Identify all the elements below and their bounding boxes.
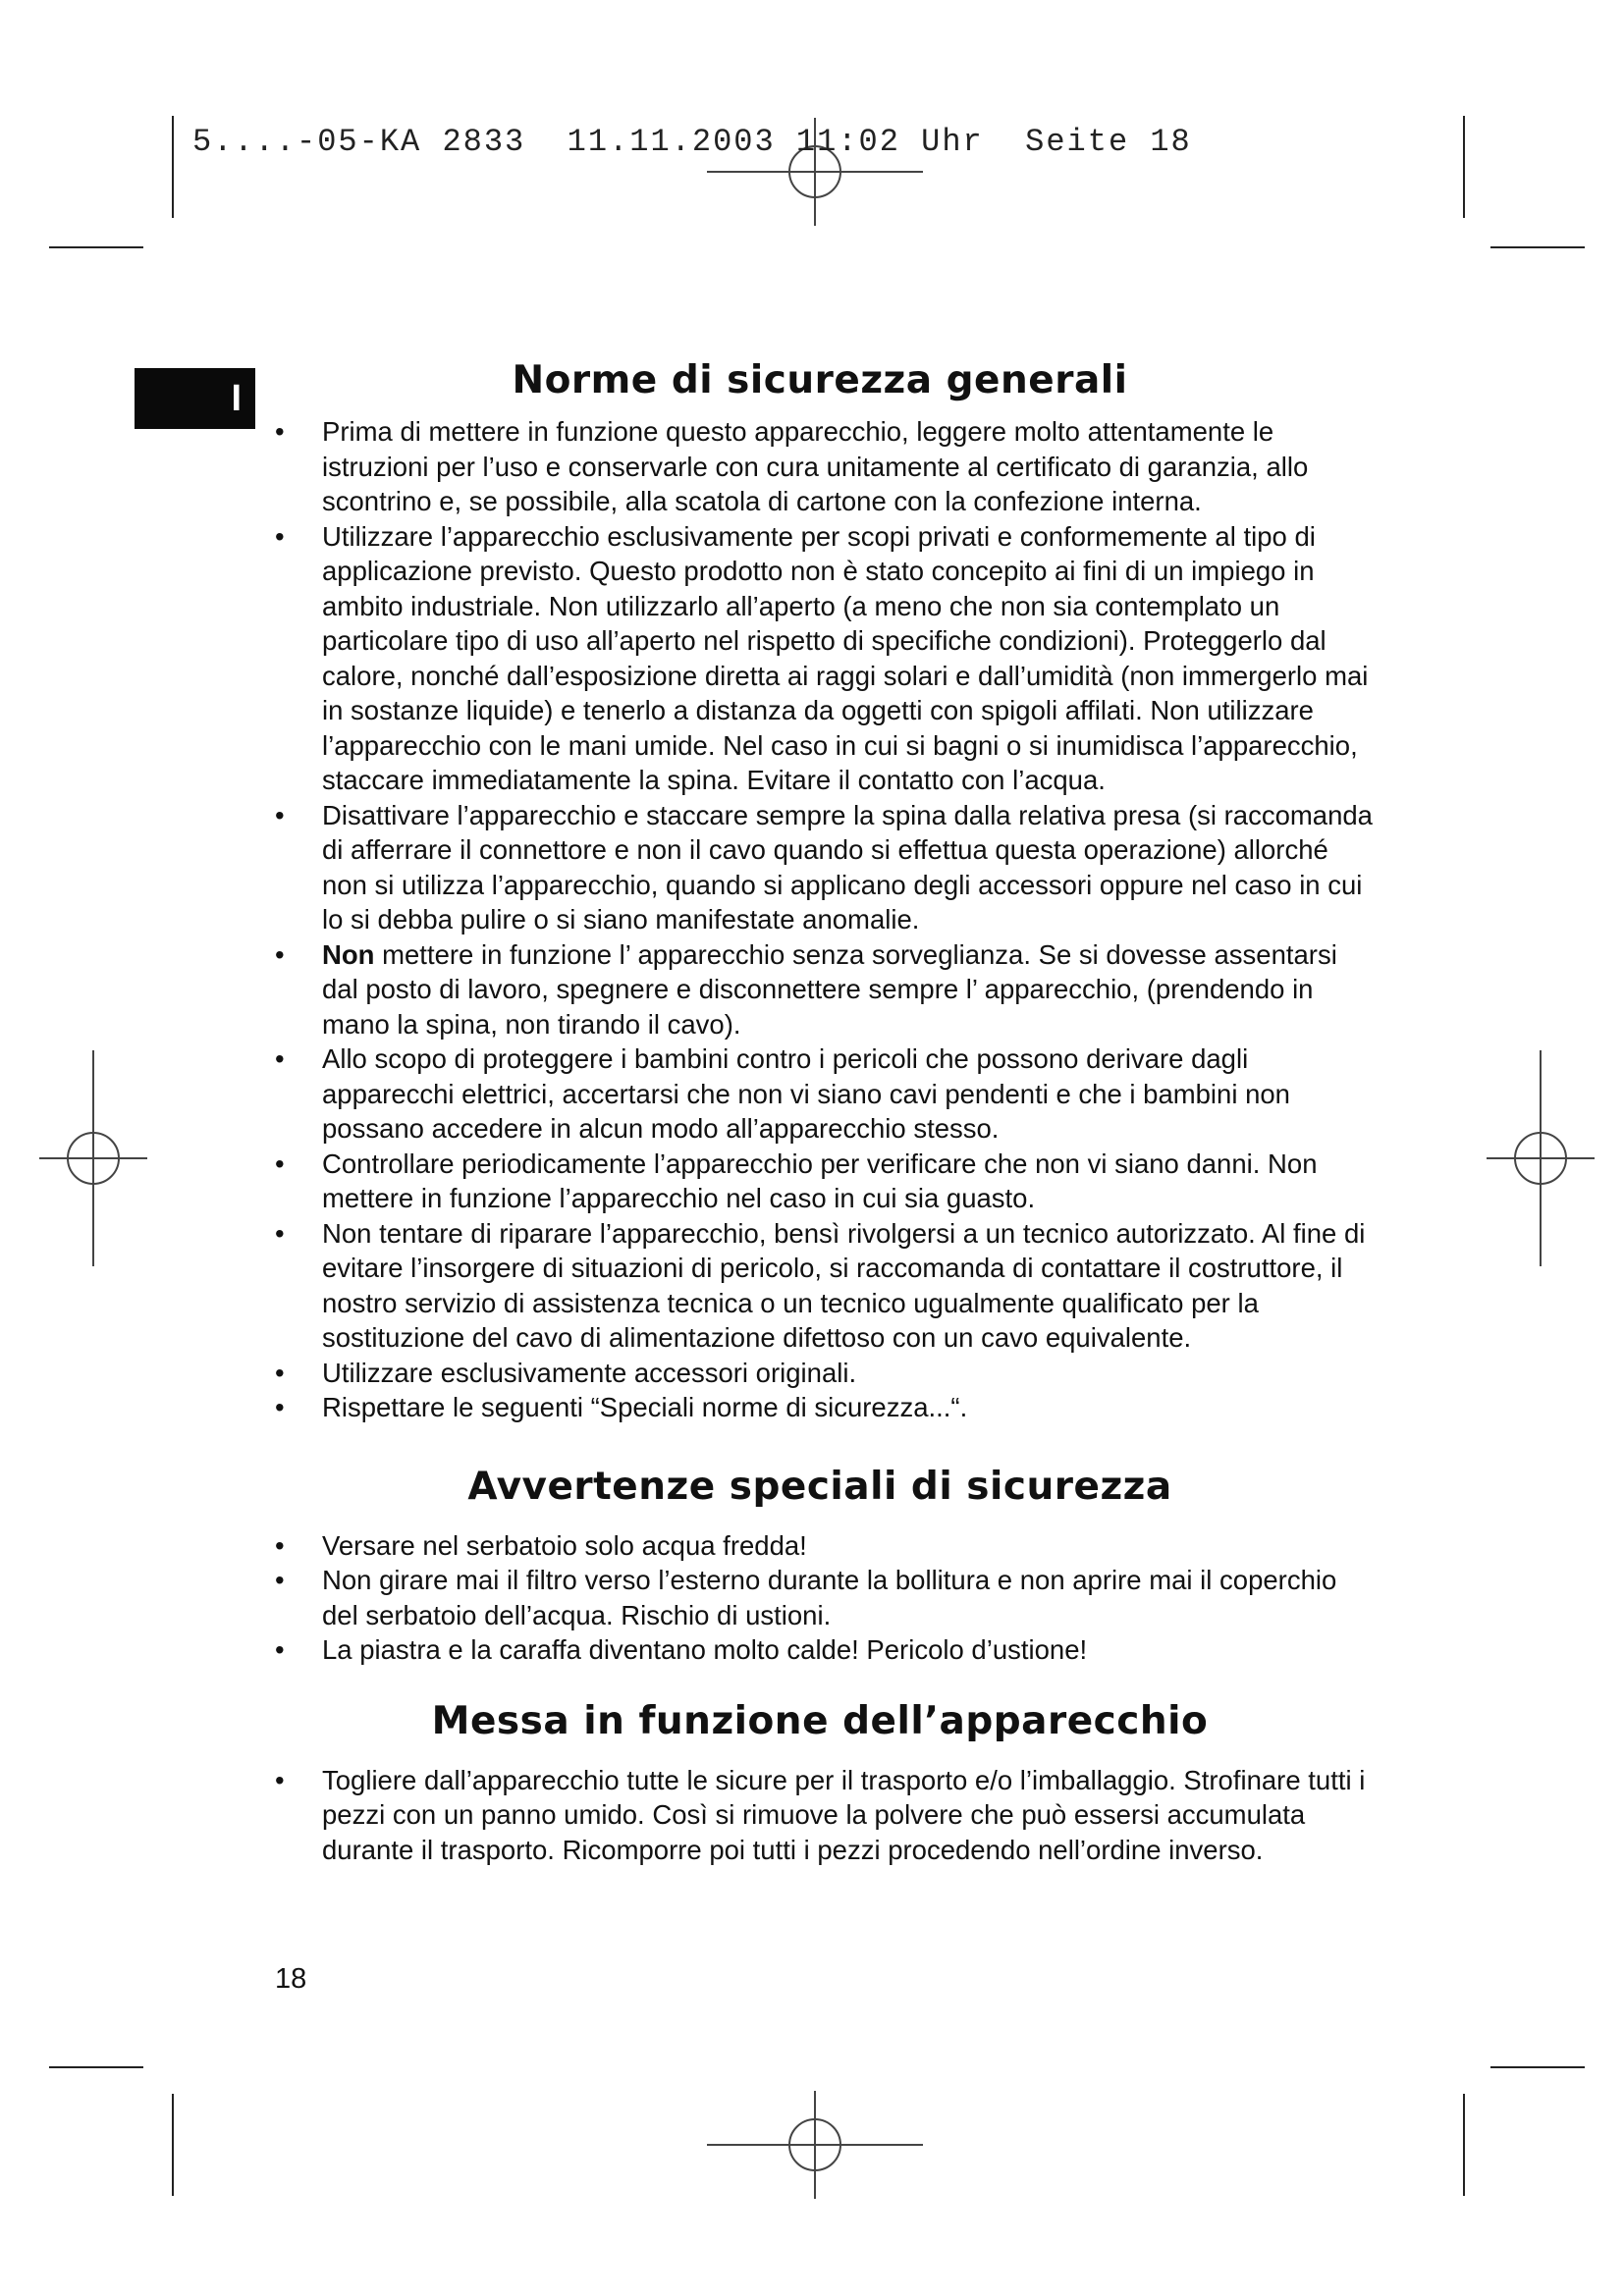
- language-tab: I: [135, 368, 255, 429]
- setup-list: [265, 1763, 1375, 1868]
- list-item: • Versare nel serbatoio solo acqua fredda!: [275, 1529, 807, 1561]
- general-safety-list: [265, 414, 1375, 1425]
- list-item: • Allo scopo di proteggere i bambini contro i pericoli che possono derivare dagli apparecchi elettrici, accertarsi che non vi siano cavi pendenti e che i bambini non possano accedere in alcun modo all’apparecchio stesso.: [275, 1043, 1290, 1144]
- crop-mark-top-right-vertical: [1463, 116, 1465, 218]
- registration-mark-bottom: [707, 2091, 923, 2199]
- list-item: • Utilizzare l’apparecchio esclusivamente per scopi privati e conformemente al tipo di applicazione previsto. Questo prodotto non è stato concepito ai fini di un impiego in ambito industriale. Non utilizzarlo all’aperto (a meno che non sia contemplato un particolare tipo di uso all’aperto nel rispetto di specifiche condizioni). Proteggerlo dal calore, nonché dall’esposizione diretta ai raggi solari e dall’umidità (non immergerlo mai in sostanze liquide) e tenerlo a distanza da oggetti con spigoli affilati. Non utilizzare l’apparecchio con le mani umide. Nel caso in cui si bagni o si inumidisca l’apparecchio, staccare immediatamente la spina. Evitare il contatto con l’acqua.: [275, 520, 1369, 795]
- crop-mark-bottom-right-horizontal: [1490, 2066, 1585, 2068]
- page-number: 18: [275, 1963, 307, 1995]
- section-title-special-warnings: Avvertenze speciali di sicurezza: [467, 1464, 1172, 1509]
- crop-mark-bottom-left-vertical: [172, 2094, 174, 2196]
- list-item: • Controllare periodicamente l’apparecchio per verificare che non vi siano danni. Non mettere in funzione l’apparecchio nel caso in cui sia guasto.: [275, 1148, 1318, 1213]
- list-item: • Utilizzare esclusivamente accessori originali.: [275, 1357, 857, 1388]
- document-body: [265, 358, 1375, 1867]
- crop-mark-top-left-horizontal: [49, 246, 143, 248]
- list-item: • Non mettere in funzione l’ apparecchio senza sorveglianza. Se si dovesse assentarsi dal posto di lavoro, spegnere e disconnettere sempre l’ apparecchio, (prendendo in mano la spina, non tirando il cavo).: [275, 938, 1337, 1040]
- print-slug-header: 5....-05-KA 2833 11.11.2003 11:02 Uhr Seite 18: [192, 124, 1192, 160]
- crop-mark-top-left-vertical: [172, 116, 174, 218]
- section-title-setup: Messa in funzione dell’apparecchio: [431, 1698, 1209, 1743]
- list-item: • Non girare mai il filtro verso l’esterno durante la bollitura e non aprire mai il coperchio del serbatoio dell’acqua. Rischio di ustioni.: [275, 1565, 1337, 1630]
- list-item: • La piastra e la caraffa diventano molto calde! Pericolo d’ustione!: [275, 1634, 1088, 1665]
- registration-mark-right: [1487, 1050, 1595, 1266]
- list-item: • Prima di mettere in funzione questo apparecchio, leggere molto attentamente le istruzioni per l’uso e conservarle con cura unitamente al certificato di garanzia, allo scontrino e, se possibile, alla scatola di cartone con la confezione interna.: [275, 416, 1309, 516]
- list-item: • Disattivare l’apparecchio e staccare sempre la spina dalla relativa presa (si raccomanda di afferrare il connettore e non il cavo quando si effettua questa operazione) allorché non si utilizza l’apparecchio, quando si applicano degli accessori oppure nel caso in cui lo si debba pulire o si siano manifestate anomalie.: [275, 799, 1373, 934]
- list-item: • Non tentare di riparare l’apparecchio, bensì rivolgersi a un tecnico autorizzato. Al fine di evitare l’insorgere di situazioni di pericolo, si raccomanda di contattare il costruttore, il nostro servizio di assistenza tecnica o un tecnico ugualmente qualificato per la sostituzione del cavo di alimentazione difettoso con un cavo equivalente.: [275, 1217, 1366, 1353]
- list-item: • Togliere dall’apparecchio tutte le sicure per il trasporto e/o l’imballaggio. Strofinare tutti i pezzi con un panno umido. Così si rimuove la polvere che può essersi accumulata durante il trasporto. Ricomporre poi tutti i pezzi procedendo nell’ordine inverso.: [275, 1764, 1366, 1865]
- registration-mark-left: [39, 1050, 147, 1266]
- crop-mark-bottom-right-vertical: [1463, 2094, 1465, 2196]
- crop-mark-bottom-left-horizontal: [49, 2066, 143, 2068]
- list-item: • Rispettare le seguenti “Speciali norme di sicurezza...“.: [275, 1392, 968, 1422]
- special-warnings-list: [265, 1528, 1375, 1668]
- section-title-general-safety: Norme di sicurezza generali: [512, 358, 1128, 402]
- crop-mark-top-right-horizontal: [1490, 246, 1585, 248]
